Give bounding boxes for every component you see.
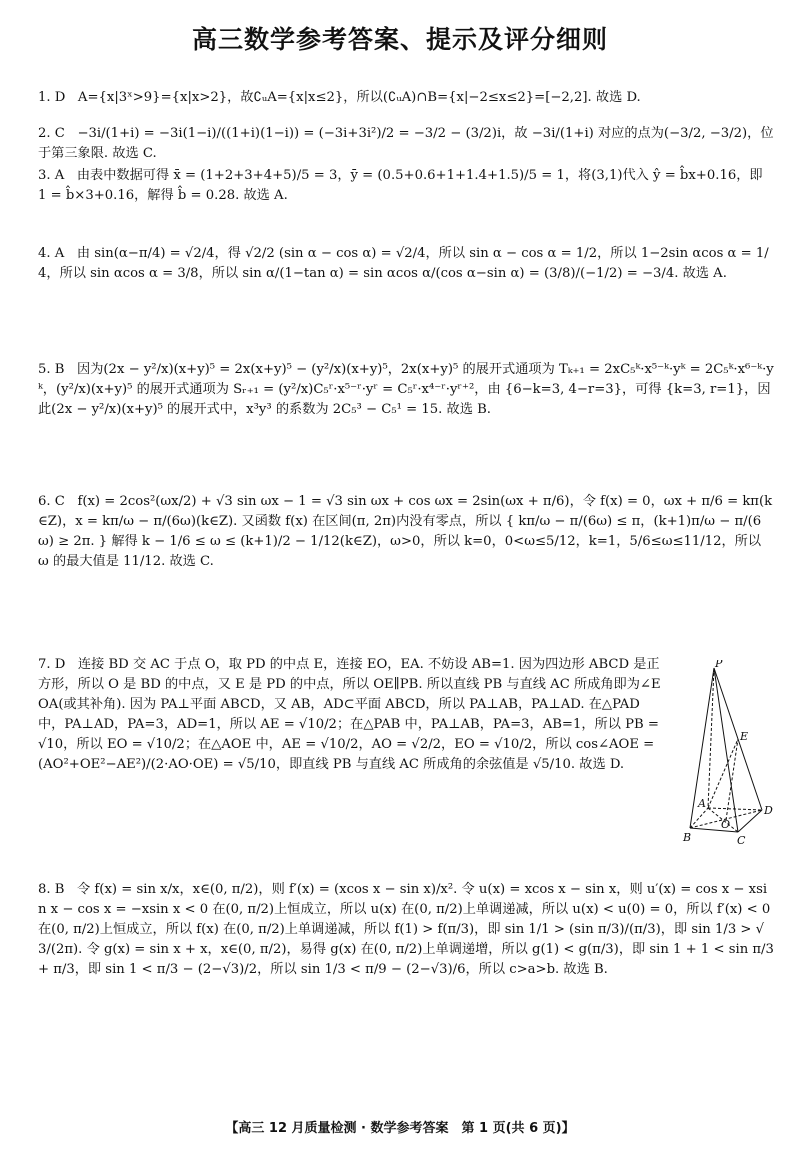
figure-label-b: B bbox=[683, 831, 692, 844]
figure-label-p: P bbox=[715, 660, 723, 670]
figure-label-a: A bbox=[698, 797, 706, 810]
figure-label-o: O bbox=[721, 818, 731, 831]
answer-q6: 6. C f(x) = 2cos²(ωx/2) + √3 sin ωx − 1 = √3 sin ωx + cos ωx = 2sin(ωx + π/6)，令 f(x) = 0，ωx + π/6 = kπ(k∈Z)，x = kπ/ω − π/(6ω)(k∈Z). 又函数 f(x) 在区间(π, 2π)内没有零点，所以 { kπ/ω − π/(6ω) ≤ π，(k+1)π/ω − π/(6ω) ≥ 2π. } 解得 k − 1/6 ≤ ω ≤ (k+1)/2 − 1/12(k∈Z)，ω>0，所以 k=0，0<ω≤5/12，k=1，5/6≤ω≤11/12，所以 ω 的最大值是 11/12. 故选 C. bbox=[38, 494, 773, 569]
pyramid-figure bbox=[682, 660, 782, 850]
answer-q5: 5. B 因为(2x − y²/x)(x+y)⁵ = 2x(x+y)⁵ − (y²/x)(x+y)⁵，2x(x+y)⁵ 的展开式通项为 Tₖ₊₁ = 2xC₅ᵏ·x⁵⁻ᵏ·yᵏ = 2C₅ᵏ·x⁶⁻ᵏ·yᵏ，(y²/x)(x+y)⁵ 的展开式通项为 Sᵣ₊₁ = (y²/x)C₅ʳ·x⁵⁻ʳ·yʳ = C₅ʳ·x⁴⁻ʳ·yʳ⁺²，由 {6−k=3, 4−r=3}，可得 {k=3, r=1}，因此(2x − y²/x)(x+y)⁵ 的展开式中，x³y³ 的系数为 2C₅³ − C₅¹ = 15. 故选 B. bbox=[38, 362, 774, 417]
page-title: 高三数学参考答案、提示及评分细则 bbox=[191, 25, 608, 54]
figure-label-c: C bbox=[737, 834, 746, 847]
answer-q8: 8. B 令 f(x) = sin x/x，x∈(0, π/2)，则 f′(x) = (xcos x − sin x)/x². 令 u(x) = xcos x − sin x，则 u′(x) = cos x − xsin x − cos x = −xsin x < 0 在(0, π/2)上恒成立，所以 u(x) 在(0, π/2)上单调递减，所以 u(x) < u(0) = 0，所以 f′(x) < 0 在(0, π/2)上恒成立，所以 f(x) 在(0, π/2)上单调递减，所以 f(1) > f(π/3)，即 sin 1/1 > (sin π/3)/(π/3)，即 sin 1/3 > √3/(2π). 令 g(x) = sin x + x，x∈(0, π/2)，易得 g(x) 在(0, π/2)上单调递增，所以 g(1) < g(π/3)，即 sin 1 + 1 < sin π/3 + π/3，即 sin 1 < π/3 − (2−√3)/2，所以 sin 1/3 < π/9 − (2−√3)/6，所以 c>a>b. 故选 B. bbox=[38, 882, 779, 977]
answer-q7: 7. D 连接 BD 交 AC 于点 O，取 PD 的中点 E，连接 EO，EA. 不妨设 AB=1. 因为四边形 ABCD 是正方形，所以 O 是 BD 的中点，又 E 是 PD 的中点，所以 OE∥PB. 所以直线 PB 与直线 AC 所成角即为∠EOA(或其补角). 因为 PA⊥平面 ABCD，又 AB，AD⊂平面 ABCD，所以 PA⊥AB，PA⊥AD. 在△PAD 中，PA⊥AD，PA=3，AD=1，所以 AE = √10/2；在△PAB 中，PA⊥AB，PA=3，AB=1，所以 PB = √10，所以 EO = √10/2；在△AOE 中，AE = √10/2，AO = √2/2，EO = √10/2，所以 cos∠AOE = (AO²+OE²−AE²)/(2·AO·OE) = √5/10，即直线 PB 与直线 AC 所成角的余弦值是 √5/10. 故选 D. bbox=[38, 657, 664, 772]
figure-label-d: D bbox=[764, 804, 773, 817]
figure-label-e: E bbox=[740, 730, 749, 743]
answer-q1: 1. D A={x|3ˣ>9}={x|x>2}，故∁ᵤA={x|x≤2}，所以(∁ᵤA)∩B={x|−2≤x≤2}=[−2,2]. 故选 D. bbox=[38, 90, 641, 105]
answer-q3: 3. A 由表中数据可得 x̄ = (1+2+3+4+5)/5 = 3，ȳ = (0.5+0.6+1+1.4+1.5)/5 = 1，将(3,1)代入 ŷ = b̂x+0.16，即 1 = b̂×3+0.16，解得 b̂ = 0.28. 故选 A. bbox=[38, 168, 767, 203]
page-footer: 【高三 12 月质量检测 · 数学参考答案 第 1 页(共 6 页)】 bbox=[225, 1121, 575, 1136]
answer-q2: 2. C −3i/(1+i) = −3i(1−i)/((1+i)(1−i)) = (−3i+3i²)/2 = −3/2 − (3/2)i，故 −3i/(1+i) 对应的点为(−3/2, −3/2)，位于第三象限. 故选 C. bbox=[38, 126, 774, 161]
answer-q4: 4. A 由 sin(α−π/4) = √2/4，得 √2/2 (sin α − cos α) = √2/4，所以 sin α − cos α = 1/2，所以 1−2sin αcos α = 1/4，所以 sin αcos α = 3/8，所以 sin α/(1−tan α) = sin αcos α/(cos α−sin α) = (3/8)/(−1/2) = −3/4. 故选 A. bbox=[38, 246, 769, 281]
